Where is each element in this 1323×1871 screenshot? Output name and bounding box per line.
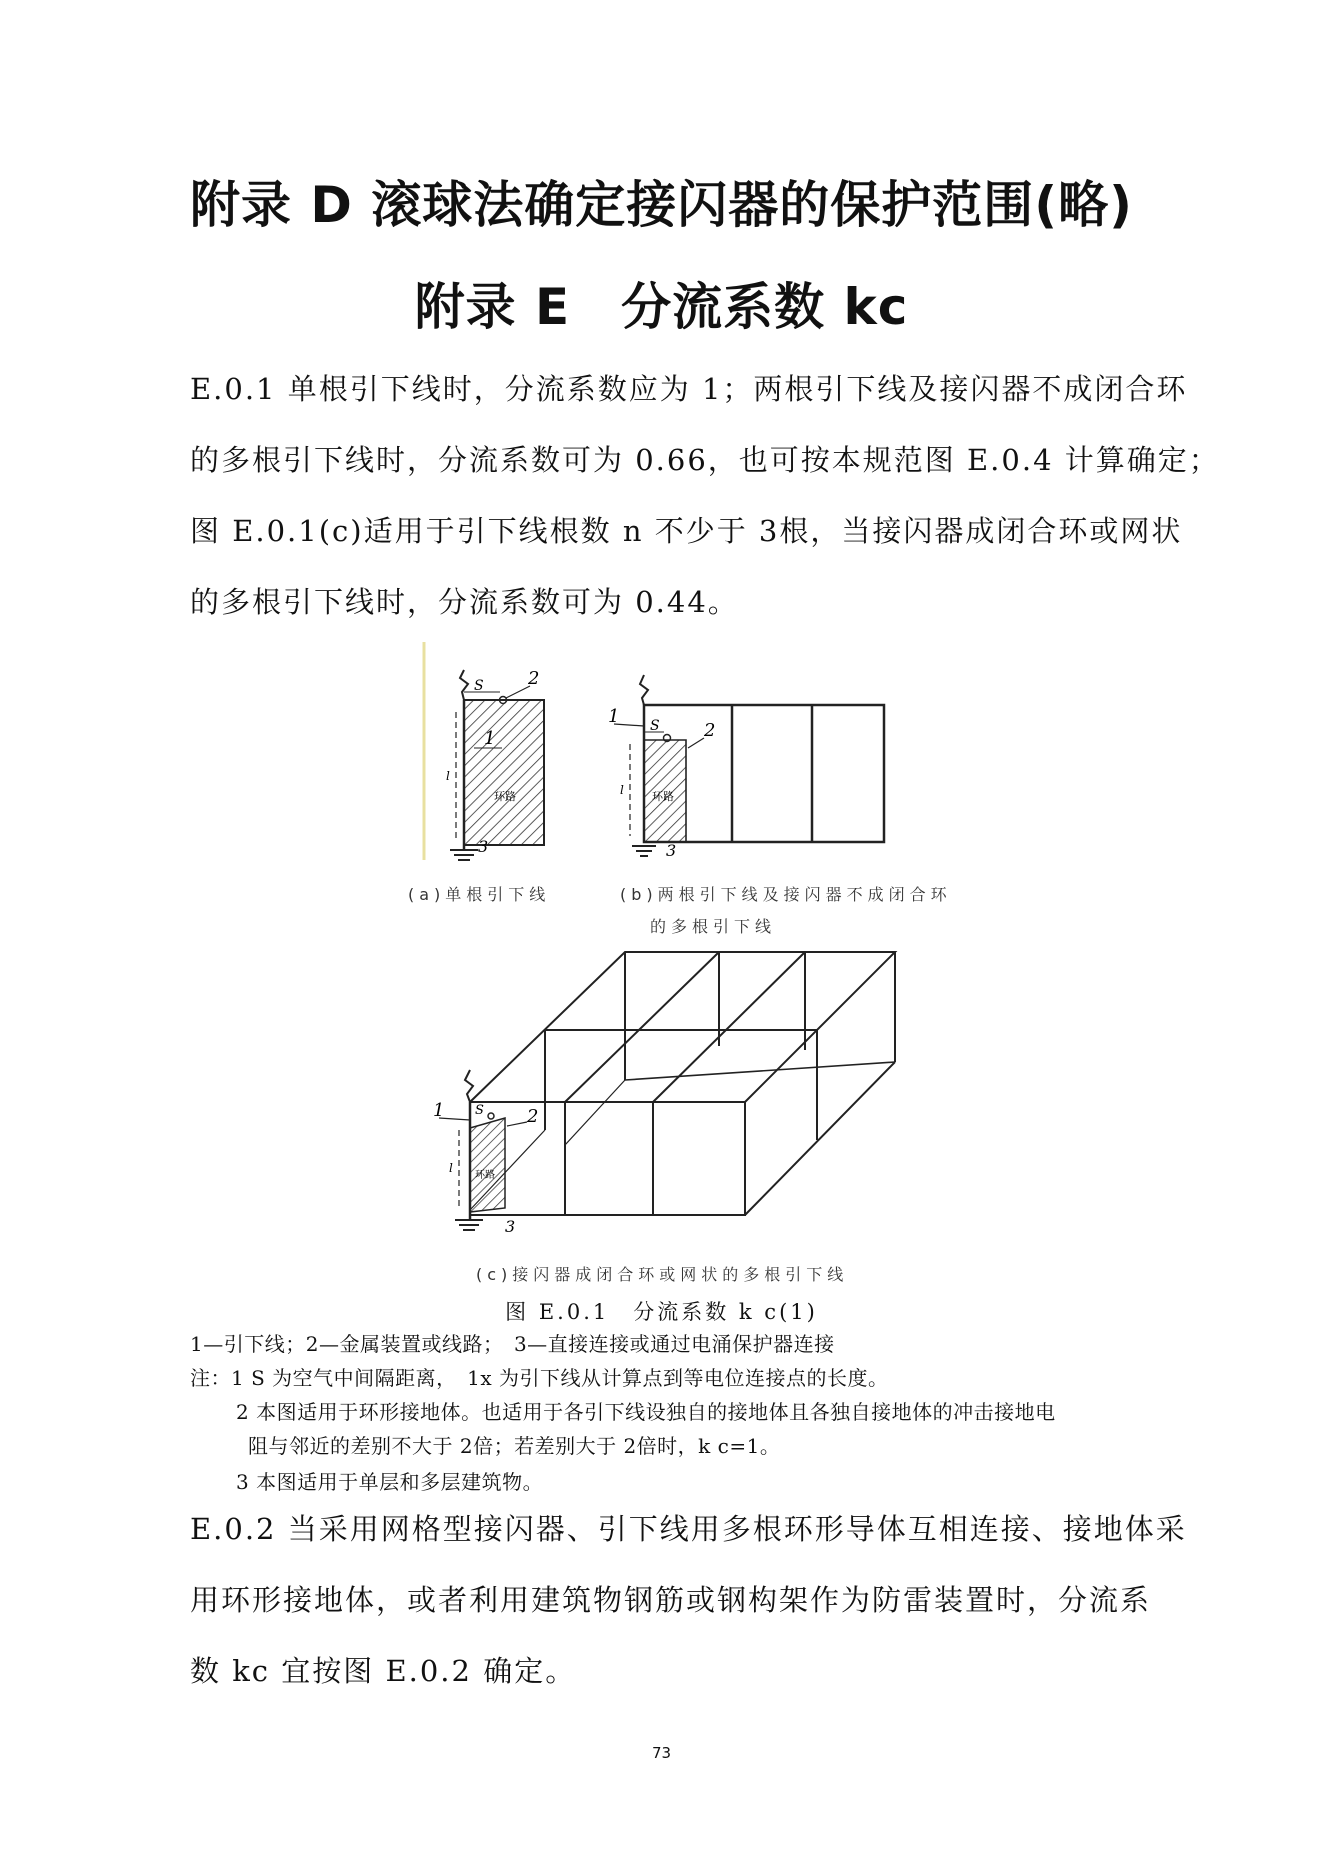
label-ring: 环路 xyxy=(494,790,516,803)
figure-a-diagram xyxy=(420,640,570,870)
label-lx: l xyxy=(620,783,624,797)
label-ring: 环路 xyxy=(652,790,674,803)
label-s: S xyxy=(474,678,484,694)
text-line: 图 E.0.1(c)适用于引下线根数 n 不少于 3根，当接闪器成闭合环或网状 xyxy=(190,514,1183,548)
figure-legend: 1—引下线；2—金属装置或线路； 3—直接连接或通过电涌保护器连接 xyxy=(190,1332,835,1356)
appendix-d-heading: 附录 D 滚球法确定接闪器的保护范围(略) xyxy=(189,176,1134,234)
caption-c: (c)接闪器成闭合环或网状的多根引下线 xyxy=(476,1265,849,1284)
note-3: 3 本图适用于单层和多层建筑物。 xyxy=(236,1470,544,1494)
label-ring: 环路 xyxy=(475,1170,495,1181)
figure-c-diagram xyxy=(425,950,915,1240)
paragraph-e01 xyxy=(190,354,1220,638)
label-lx: l xyxy=(446,769,450,783)
figure-b-diagram xyxy=(600,660,920,870)
note-1: 注：1 S 为空气中间隔距离， 1x 为引下线从计算点到等电位连接点的长度。 xyxy=(190,1366,889,1390)
label-2: 2 xyxy=(704,720,716,741)
caption-b-line2: 的多根引下线 xyxy=(650,917,777,936)
paragraph-e02 xyxy=(190,1494,1187,1707)
text-line: E.0.1 单根引下线时，分流系数应为 1；两根引下线及接闪器不成闭合环 xyxy=(190,372,1188,406)
label-s: S xyxy=(475,1103,484,1118)
label-s: S xyxy=(650,718,660,734)
label-1: 1 xyxy=(608,706,620,727)
text-line: 的多根引下线时，分流系数可为 0.66，也可按本规范图 E.0.4 计算确定； xyxy=(190,443,1220,477)
figure-title: 图 E.0.1 分流系数 k c(1) xyxy=(505,1300,818,1324)
note-2-line2: 阻与邻近的差别不大于 2倍；若差别大于 2倍时，k c=1。 xyxy=(248,1434,781,1458)
caption-b-line1: (b)两根引下线及接闪器不成闭合环 xyxy=(620,885,952,904)
caption-a: (a)单根引下线 xyxy=(408,885,551,904)
appendix-e-heading: 附录 E 分流系数 kc xyxy=(414,278,909,336)
text-line: 用环形接地体，或者利用建筑物钢筋或钢构架作为防雷装置时，分流系 xyxy=(190,1583,1152,1617)
label-3: 3 xyxy=(505,1217,516,1236)
text-line: E.0.2 当采用网格型接闪器、引下线用多根环形导体互相连接、接地体采 xyxy=(190,1512,1187,1546)
label-2: 2 xyxy=(527,1106,539,1127)
page-number: 73 xyxy=(651,1744,672,1762)
text-line: 数 kc 宜按图 E.0.2 确定。 xyxy=(190,1654,577,1688)
label-3: 3 xyxy=(666,841,677,860)
label-3: 3 xyxy=(478,837,489,856)
text-line: 的多根引下线时，分流系数可为 0.44。 xyxy=(190,585,739,619)
label-2: 2 xyxy=(528,668,540,689)
label-1: 1 xyxy=(484,728,496,749)
label-1: 1 xyxy=(433,1100,445,1121)
label-lx: l xyxy=(449,1161,453,1175)
note-2-line1: 2 本图适用于环形接地体。也适用于各引下线设独自的接地体且各独自接地体的冲击接地电 xyxy=(236,1400,1056,1424)
